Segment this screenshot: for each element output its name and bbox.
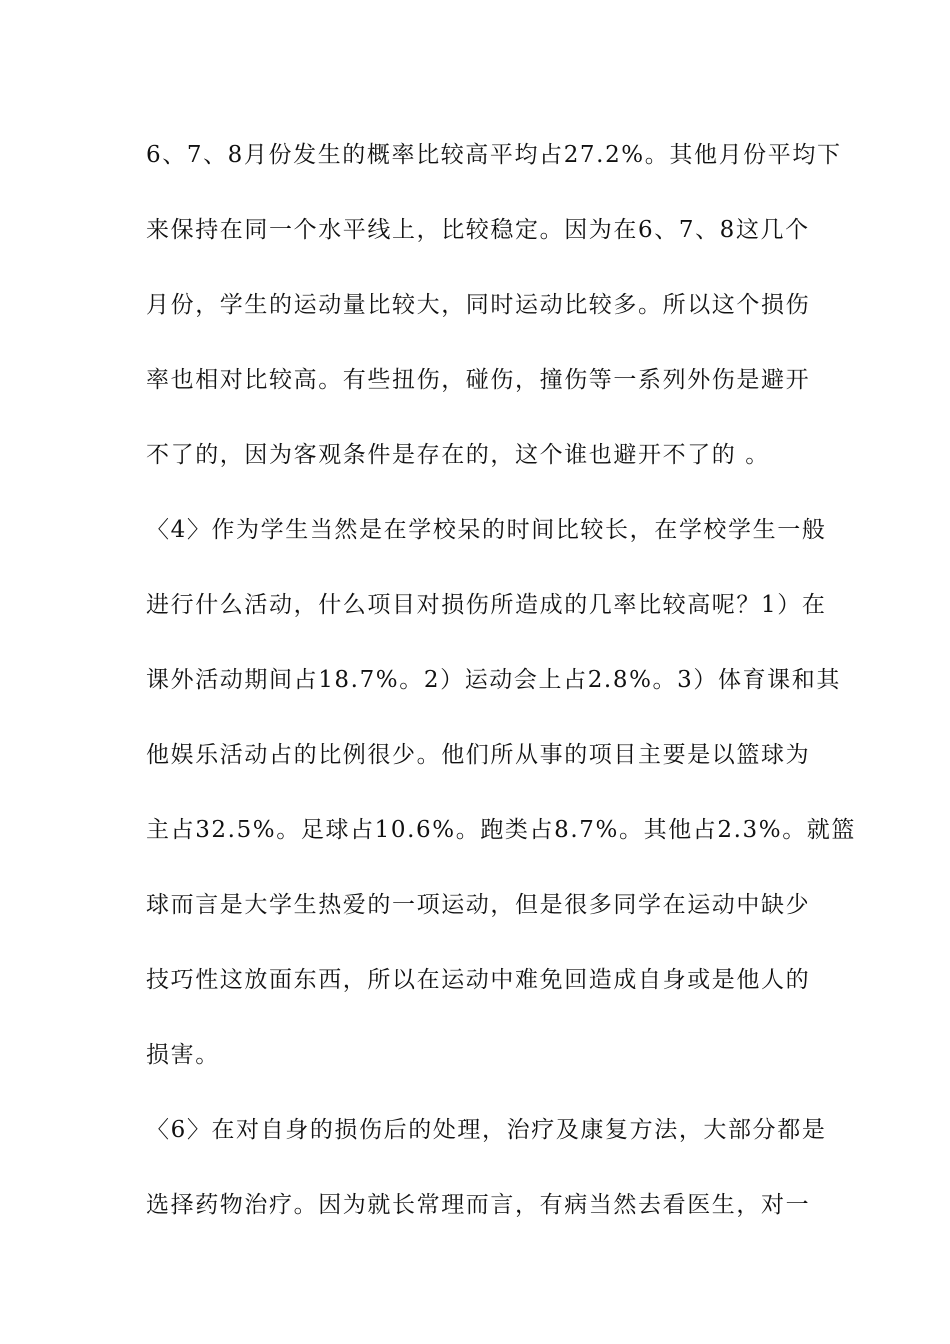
- text-line: 6、7、8月份发生的概率比较高平均占27.2%。其他月份平均下: [146, 142, 842, 168]
- paragraph-4-line: 〈4〉作为学生当然是在学校呆的时间比较长，在学校学生一般: [146, 517, 827, 543]
- text-line: 损害。: [146, 1042, 220, 1068]
- text-line: 技巧性这放面东西，所以在运动中难免回造成自身或是他人的: [146, 967, 811, 993]
- text-line: 选择药物治疗。因为就长常理而言，有病当然去看医生，对一: [146, 1192, 811, 1218]
- text-line: 月份，学生的运动量比较大，同时运动比较多。所以这个损伤: [146, 292, 811, 318]
- text-line: 球而言是大学生热爱的一项运动，但是很多同学在运动中缺少: [146, 892, 811, 918]
- paragraph-6-line: 〈6〉在对自身的损伤后的处理，治疗及康复方法，大部分都是: [146, 1117, 827, 1143]
- text-line: 主占32.5%。足球占10.6%。跑类占8.7%。其他占2.3%。就篮: [146, 817, 856, 843]
- text-line: 不了的，因为客观条件是存在的，这个谁也避开不了的 。: [146, 442, 770, 468]
- text-line: 课外活动期间占18.7%。2）运动会上占2.8%。3）体育课和其: [146, 667, 841, 693]
- text-line: 来保持在同一个水平线上，比较稳定。因为在6、7、8这几个: [146, 217, 810, 243]
- text-line: 率也相对比较高。有些扭伤，碰伤，撞伤等一系列外伤是避开: [146, 367, 811, 393]
- text-line: 进行什么活动，什么项目对损伤所造成的几率比较高呢？1）在: [146, 592, 827, 618]
- text-line: 他娱乐活动占的比例很少。他们所从事的项目主要是以篮球为: [146, 742, 811, 768]
